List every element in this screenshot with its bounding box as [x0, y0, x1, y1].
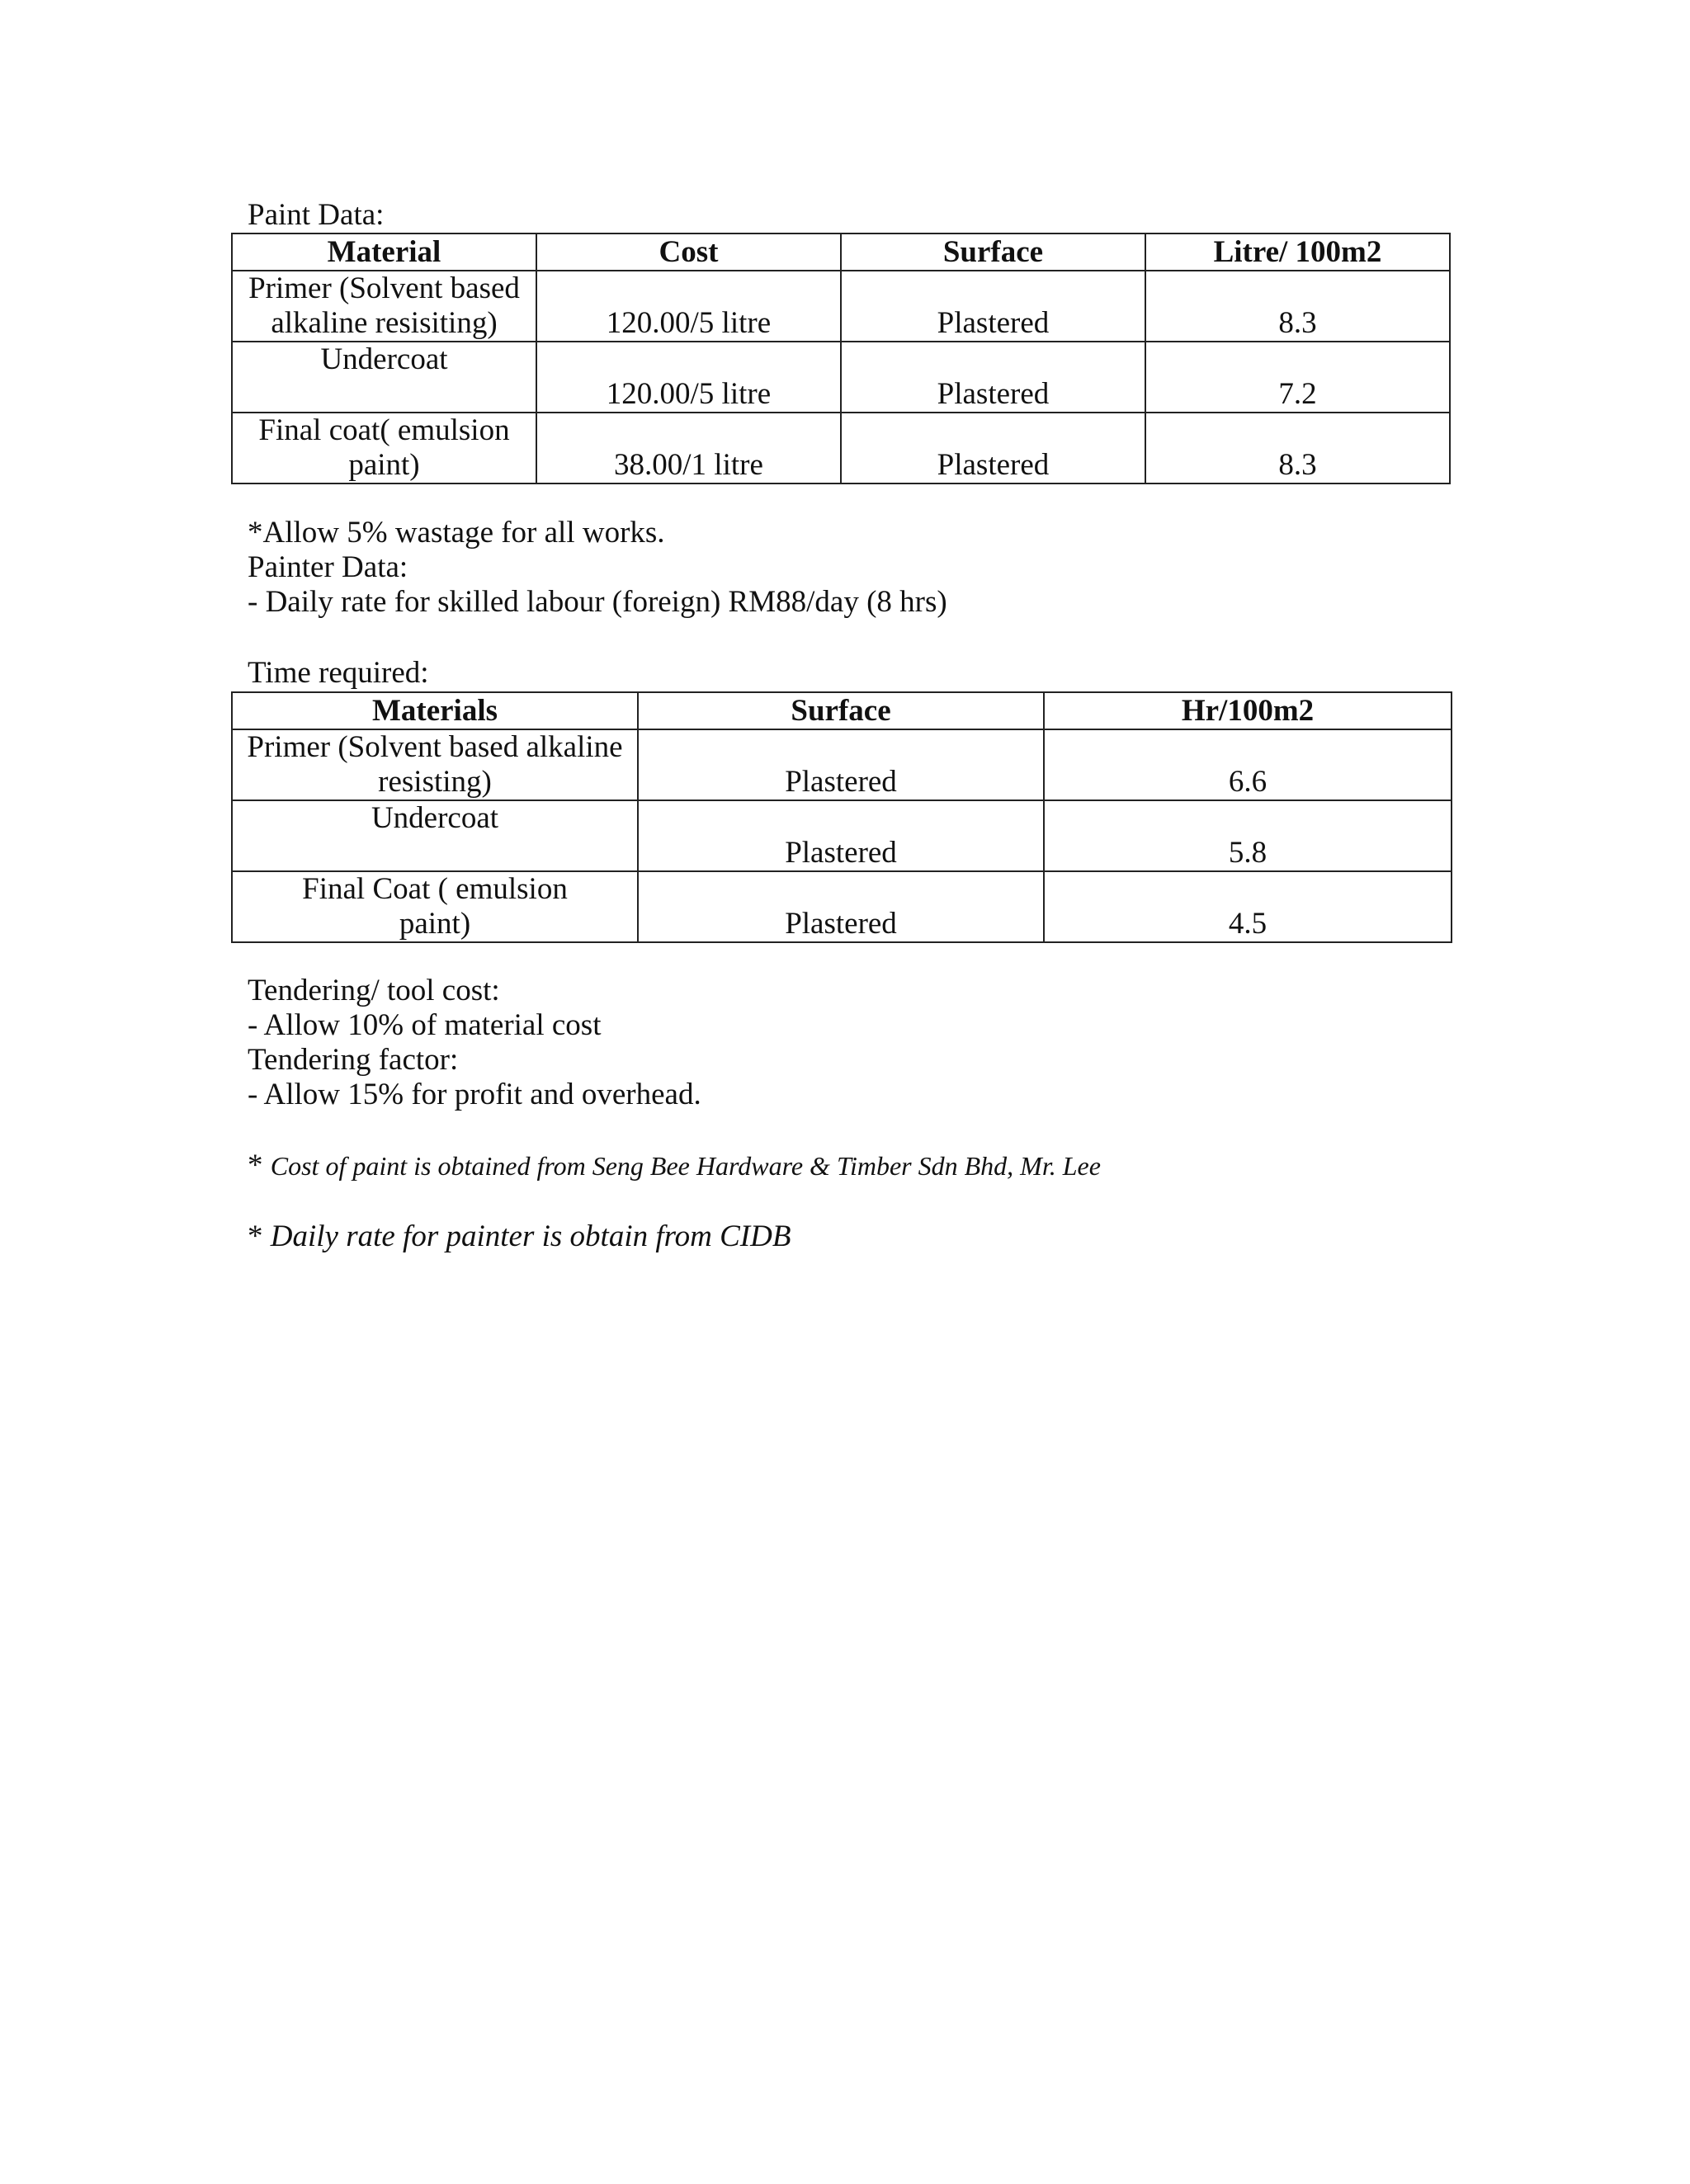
table-row [232, 871, 1452, 942]
column-header-litre: Litre/ 100m2 [1145, 233, 1450, 271]
material-cell [232, 342, 536, 413]
litre-cell: 8.3 [1145, 271, 1450, 342]
column-header-hours: Hr/100m2 [1044, 692, 1452, 729]
painter-rate-footnote [248, 1219, 791, 1254]
painter-data-title: Painter Data: [248, 550, 408, 584]
footnote-text: Daily rate for painter is obtain from CIDB [270, 1219, 791, 1253]
paint-data-table [231, 233, 1451, 484]
surface-cell: Plastered [638, 729, 1044, 800]
tendering-factor-title: Tendering factor: [248, 1043, 459, 1077]
material-line: Primer (Solvent based alkaline [247, 730, 623, 764]
footnote-marker: * [248, 1219, 271, 1253]
tendering-factor-line: - Allow 15% for profit and overhead. [248, 1078, 701, 1111]
material-line: Primer (Solvent based [248, 271, 520, 305]
column-header-cost: Cost [536, 233, 841, 271]
paint-data-title: Paint Data: [248, 198, 385, 232]
material-line: paint) [399, 907, 471, 941]
column-header-surface: Surface [638, 692, 1044, 729]
hours-cell: 6.6 [1044, 729, 1452, 800]
tool-cost-title: Tendering/ tool cost: [248, 974, 500, 1007]
footnote-marker: * [248, 1149, 271, 1182]
column-header-material: Material [232, 233, 536, 271]
table-row [232, 271, 1450, 342]
material-cell [232, 800, 638, 871]
tool-cost-line: - Allow 10% of material cost [248, 1008, 602, 1042]
material-line: resisting) [378, 765, 492, 799]
table-row [232, 729, 1452, 800]
surface-cell: Plastered [638, 871, 1044, 942]
material-line: alkaline resisiting) [271, 306, 498, 340]
material-cell [232, 871, 638, 942]
cost-cell: 38.00/1 litre [536, 413, 841, 483]
time-required-table [231, 691, 1452, 943]
litre-cell: 7.2 [1145, 342, 1450, 413]
material-cell [232, 729, 638, 800]
column-header-materials: Materials [232, 692, 638, 729]
cost-cell: 120.00/5 litre [536, 342, 841, 413]
material-line: Final coat( emulsion [258, 413, 510, 447]
litre-cell: 8.3 [1145, 413, 1450, 483]
material-line: paint) [348, 448, 420, 482]
table-row [232, 413, 1450, 483]
table-header-row [232, 233, 1450, 271]
footnote-text: Cost of paint is obtained from Seng Bee Hardware & Timber Sdn Bhd, Mr. Lee [270, 1151, 1101, 1181]
hours-cell: 5.8 [1044, 800, 1452, 871]
table-row [232, 800, 1452, 871]
time-required-title: Time required: [248, 656, 429, 690]
column-header-surface: Surface [841, 233, 1145, 271]
surface-cell: Plastered [841, 342, 1145, 413]
wastage-note: *Allow 5% wastage for all works. [248, 516, 665, 550]
material-cell [232, 271, 536, 342]
material-line: Undercoat [371, 801, 499, 835]
material-cell [232, 413, 536, 483]
surface-cell: Plastered [638, 800, 1044, 871]
material-line: Final Coat ( emulsion [302, 872, 568, 906]
table-header-row [232, 692, 1452, 729]
cost-cell: 120.00/5 litre [536, 271, 841, 342]
table-row [232, 342, 1450, 413]
painter-rate-line: - Daily rate for skilled labour (foreign) RM88/day (8 hrs) [248, 585, 947, 619]
hours-cell: 4.5 [1044, 871, 1452, 942]
surface-cell: Plastered [841, 271, 1145, 342]
material-line: Undercoat [320, 342, 448, 376]
surface-cell: Plastered [841, 413, 1145, 483]
paint-cost-footnote [248, 1149, 1101, 1183]
